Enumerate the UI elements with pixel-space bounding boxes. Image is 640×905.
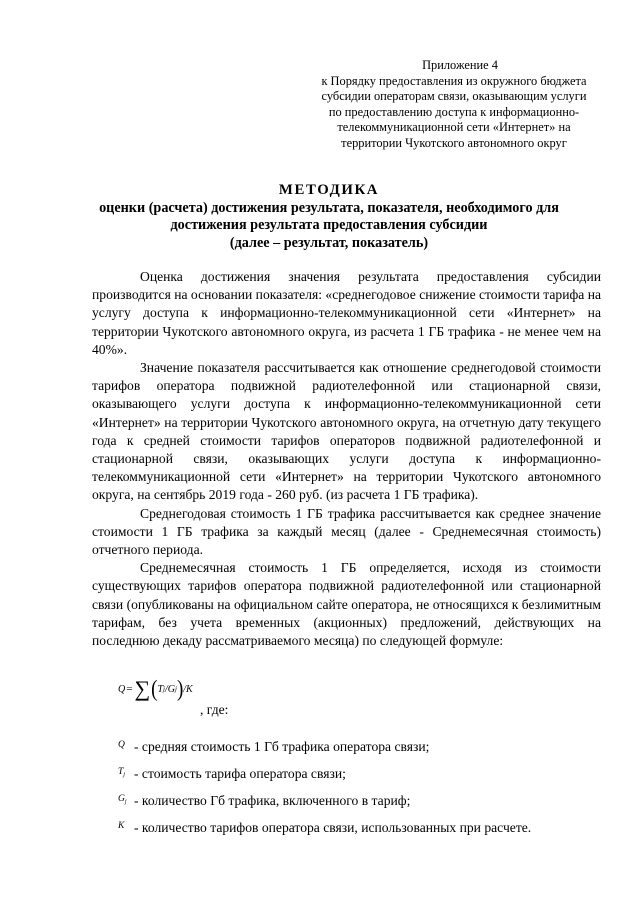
legend-text: - средняя стоимость 1 Гб трафика оператора связи; bbox=[134, 739, 430, 754]
methodology-title bbox=[60, 182, 598, 252]
formula-where: , где: bbox=[200, 702, 229, 717]
legend-text: - стоимость тарифа оператора связи; bbox=[134, 766, 346, 781]
legend-text: - количество тарифов оператора связи, использованных при расчете. bbox=[134, 820, 532, 835]
sum-symbol: ∑ bbox=[134, 676, 151, 701]
methodology-heading: МЕТОДИКА bbox=[278, 182, 380, 198]
formula-equals: = bbox=[126, 683, 133, 695]
appendix-header bbox=[296, 58, 612, 152]
formula-div-k: /K bbox=[183, 683, 193, 695]
appendix-line: территории Чукотского автономного округ bbox=[341, 135, 567, 150]
formula bbox=[118, 678, 193, 700]
legend-symbol: Q bbox=[118, 740, 125, 750]
methodology-subheading: оценки (расчета) достижения результата, показателя, необходимого для bbox=[99, 199, 559, 216]
formula-paren-close: ) bbox=[176, 676, 184, 702]
formula-g: G bbox=[167, 683, 175, 695]
paragraph: Среднегодовая стоимость 1 ГБ трафика рассчитывается как среднее значение стоимости 1 ГБ трафика за каждый месяц (далее - Среднемесячная стоимость) отчетного периода. bbox=[92, 505, 601, 558]
legend-text: - количество Гб трафика, включенного в тариф; bbox=[134, 793, 411, 808]
paragraph: Среднемесячная стоимость 1 ГБ определяется, исходя из стоимости существующих тарифов оператора подвижной радиотелефонной или стационарной связи (опубликованы на официальном сайте оператора, не относящихся к безлимитным тарифам, без учета временных (акционных) предложений, действующих на последнюю декаду рассматриваемого месяца) по следующей формуле: bbox=[92, 560, 601, 649]
paragraph: Значение показателя рассчитывается как отношение среднегодовой стоимости тарифов оператора подвижной радиотелефонной или стационарной связи, оказывающего услуги доступа к информационно-телекоммуникационной сети «Интернет» на территории Чукотского автономного округа, на отчетную дату текущего года к средней стоимости тарифов операторов подвижной радиотелефонной и стационарной связи, оказывающих услуги доступа к информационно-телекоммуникационной сети «Интернет» на территории Чукотского автономного округа, на сентябрь 2019 года - 260 руб. (из расчета 1 ГБ трафика). bbox=[92, 360, 601, 503]
appendix-line: субсидии операторам связи, оказывающим услуги bbox=[321, 89, 587, 104]
formula-legend bbox=[118, 736, 618, 844]
appendix-title: Приложение 4 bbox=[422, 58, 498, 72]
methodology-subheading: (далее – результат, показатель) bbox=[229, 234, 429, 251]
formula-t: T bbox=[157, 683, 164, 695]
formula-slash: / bbox=[164, 683, 168, 695]
legend-symbol: $G_j$ bbox=[118, 794, 127, 805]
legend-item bbox=[118, 763, 618, 790]
legend-item bbox=[118, 736, 618, 763]
formula-paren-open: ( bbox=[151, 676, 158, 702]
body-text bbox=[92, 268, 601, 650]
legend-item bbox=[118, 790, 618, 817]
paragraph: Оценка достижения значения результата предоставления субсидии производится на основании показателя: «среднегодовое снижение стоимости тарифа на услугу доступа к информационно-телекоммуникационной сети «Интернет» на территории Чукотского автономного округа, из расчета 1 ГБ трафика - не менее чем на 40%». bbox=[92, 269, 602, 357]
formula-q: Q bbox=[118, 683, 126, 695]
formula-t-sub: j bbox=[163, 685, 165, 693]
legend-symbol: K bbox=[118, 821, 125, 831]
legend-item bbox=[118, 817, 618, 844]
appendix-line: телекоммуникационной сети «Интернет» на bbox=[337, 120, 571, 135]
appendix-line: к Порядку предоставления из окружного бюджета bbox=[321, 73, 587, 88]
formula-g-sub: j bbox=[175, 685, 177, 693]
legend-symbol: $T_j$ bbox=[118, 767, 125, 778]
methodology-subheading: достижения результата предоставления субсидии bbox=[170, 217, 488, 234]
appendix-line: по предоставлению доступа к информационно- bbox=[328, 104, 580, 119]
